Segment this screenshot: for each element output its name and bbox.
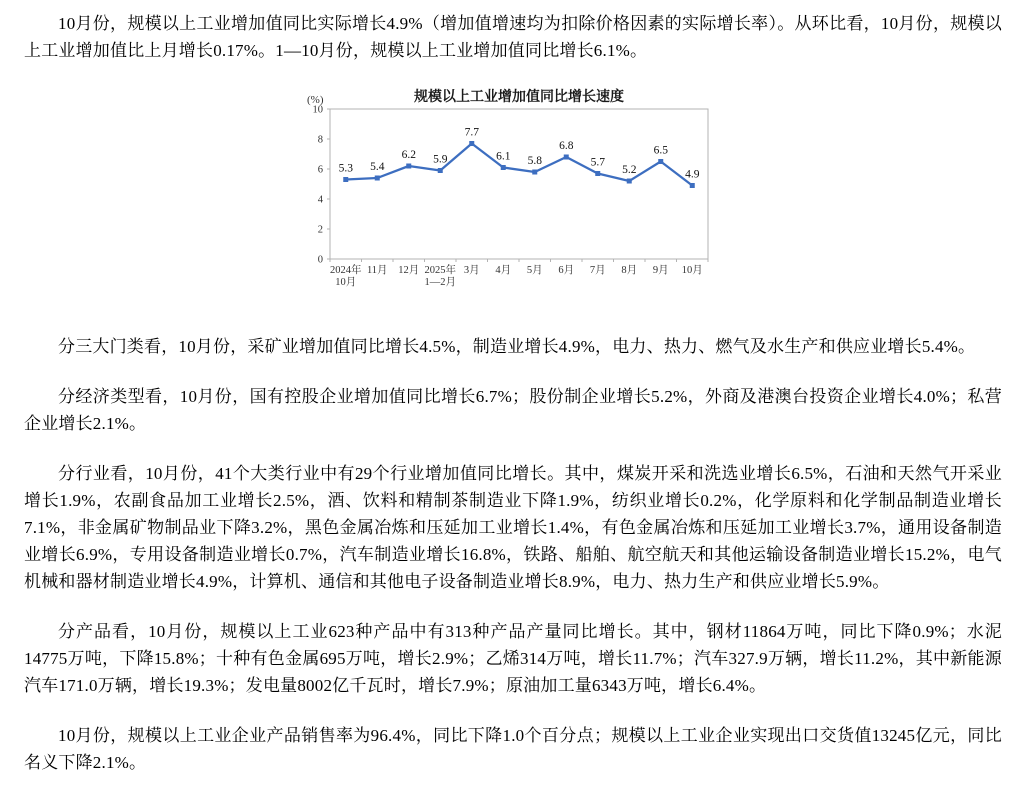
svg-text:(%): (%) <box>307 94 324 106</box>
svg-text:6.8: 6.8 <box>559 140 574 152</box>
svg-text:5.8: 5.8 <box>527 155 542 167</box>
paragraph-economic-types: 分经济类型看，10月份，国有控股企业增加值同比增长6.7%；股份制企业增长5.2%，外商及港澳台投资企业增长4.0%；私营企业增长2.1%。 <box>24 387 1002 433</box>
svg-text:6: 6 <box>317 164 323 176</box>
svg-text:5.4: 5.4 <box>370 161 385 173</box>
industrial-report-document <box>24 10 1002 776</box>
svg-text:8: 8 <box>317 134 323 146</box>
svg-text:12月: 12月 <box>398 265 420 276</box>
svg-text:5.2: 5.2 <box>622 164 637 176</box>
svg-text:8月: 8月 <box>621 265 638 276</box>
svg-text:6月: 6月 <box>558 265 575 276</box>
svg-text:6.2: 6.2 <box>401 149 416 161</box>
svg-text:规模以上工业增加值同比增长速度: 规模以上工业增加值同比增长速度 <box>414 88 624 104</box>
svg-text:2025年1—2月: 2025年 1—2月 <box>424 265 456 288</box>
svg-text:7.7: 7.7 <box>464 126 479 139</box>
svg-text:4月: 4月 <box>495 265 512 276</box>
svg-text:9月: 9月 <box>652 265 669 276</box>
svg-text:4.9: 4.9 <box>685 168 700 181</box>
svg-text:2: 2 <box>317 224 323 236</box>
svg-text:5.7: 5.7 <box>590 156 605 169</box>
svg-text:10月: 10月 <box>681 265 703 276</box>
paragraph-by-product: 分产品看，10月份，规模以上工业623种产品中有313种产品产量同比增长。其中，钢材11864万吨，同比下降0.9%；水泥14775万吨，下降15.8%；十种有色金属695万吨，增长2.9%；乙烯314万吨，增长11.7%；汽车327.9万辆，增长11.2%，其中新能源汽车171.0万辆，增长19.3%；发电量8002亿千瓦时，增长7.9%；原油加工量6343万吨，增长6.4%。 <box>24 622 1002 695</box>
svg-text:5.9: 5.9 <box>433 153 448 166</box>
industrial-growth-chart <box>302 87 714 293</box>
svg-text:10: 10 <box>312 104 323 116</box>
paragraph-sales-rate: 10月份，规模以上工业企业产品销售率为96.4%，同比下降1.0个百分点；规模以上工业企业实现出口交货值13245亿元，同比名义下降2.1%。 <box>24 726 1002 772</box>
svg-text:6.1: 6.1 <box>496 150 511 163</box>
svg-text:4: 4 <box>317 194 323 206</box>
svg-text:3月: 3月 <box>463 265 480 276</box>
svg-text:0: 0 <box>317 254 323 266</box>
paragraph-overview: 10月份，规模以上工业增加值同比实际增长4.9%（增加值增速均为扣除价格因素的实际增长率）。从环比看，10月份，规模以上工业增加值比上月增长0.17%。1—10月份，规模以上工业增加值同比增长6.1%。 <box>24 14 1002 60</box>
line-chart-svg <box>302 87 714 293</box>
svg-text:2024年10月: 2024年 10月 <box>330 265 362 288</box>
paragraph-three-sectors: 分三大门类看，10月份，采矿业增加值同比增长4.5%，制造业增长4.9%，电力、热力、燃气及水生产和供应业增长5.4%。 <box>58 337 976 356</box>
svg-text:5月: 5月 <box>526 265 543 276</box>
svg-text:7月: 7月 <box>589 265 606 276</box>
svg-text:6.5: 6.5 <box>653 144 668 157</box>
paragraph-by-industry: 分行业看，10月份，41个大类行业中有29个行业增加值同比增长。其中，煤炭开采和洗选业增长6.5%，石油和天然气开采业增长1.9%，农副食品加工业增长2.5%，酒、饮料和精制茶制造业下降1.9%，纺织业增长0.2%，化学原料和化学制品制造业增长7.1%，非金属矿物制品业下降3.2%，黑色金属冶炼和压延加工业增长1.4%，有色金属冶炼和压延加工业增长3.7%，通用设备制造业增长6.9%，专用设备制造业增长0.7%，汽车制造业增长16.8%，铁路、船舶、航空航天和其他运输设备制造业增长15.2%，电气机械和器材制造业增长4.9%，计算机、通信和其他电子设备制造业增长8.9%，电力、热力生产和供应业增长5.9%。 <box>24 464 1002 591</box>
svg-text:5.3: 5.3 <box>338 162 353 175</box>
svg-text:11月: 11月 <box>366 265 388 276</box>
